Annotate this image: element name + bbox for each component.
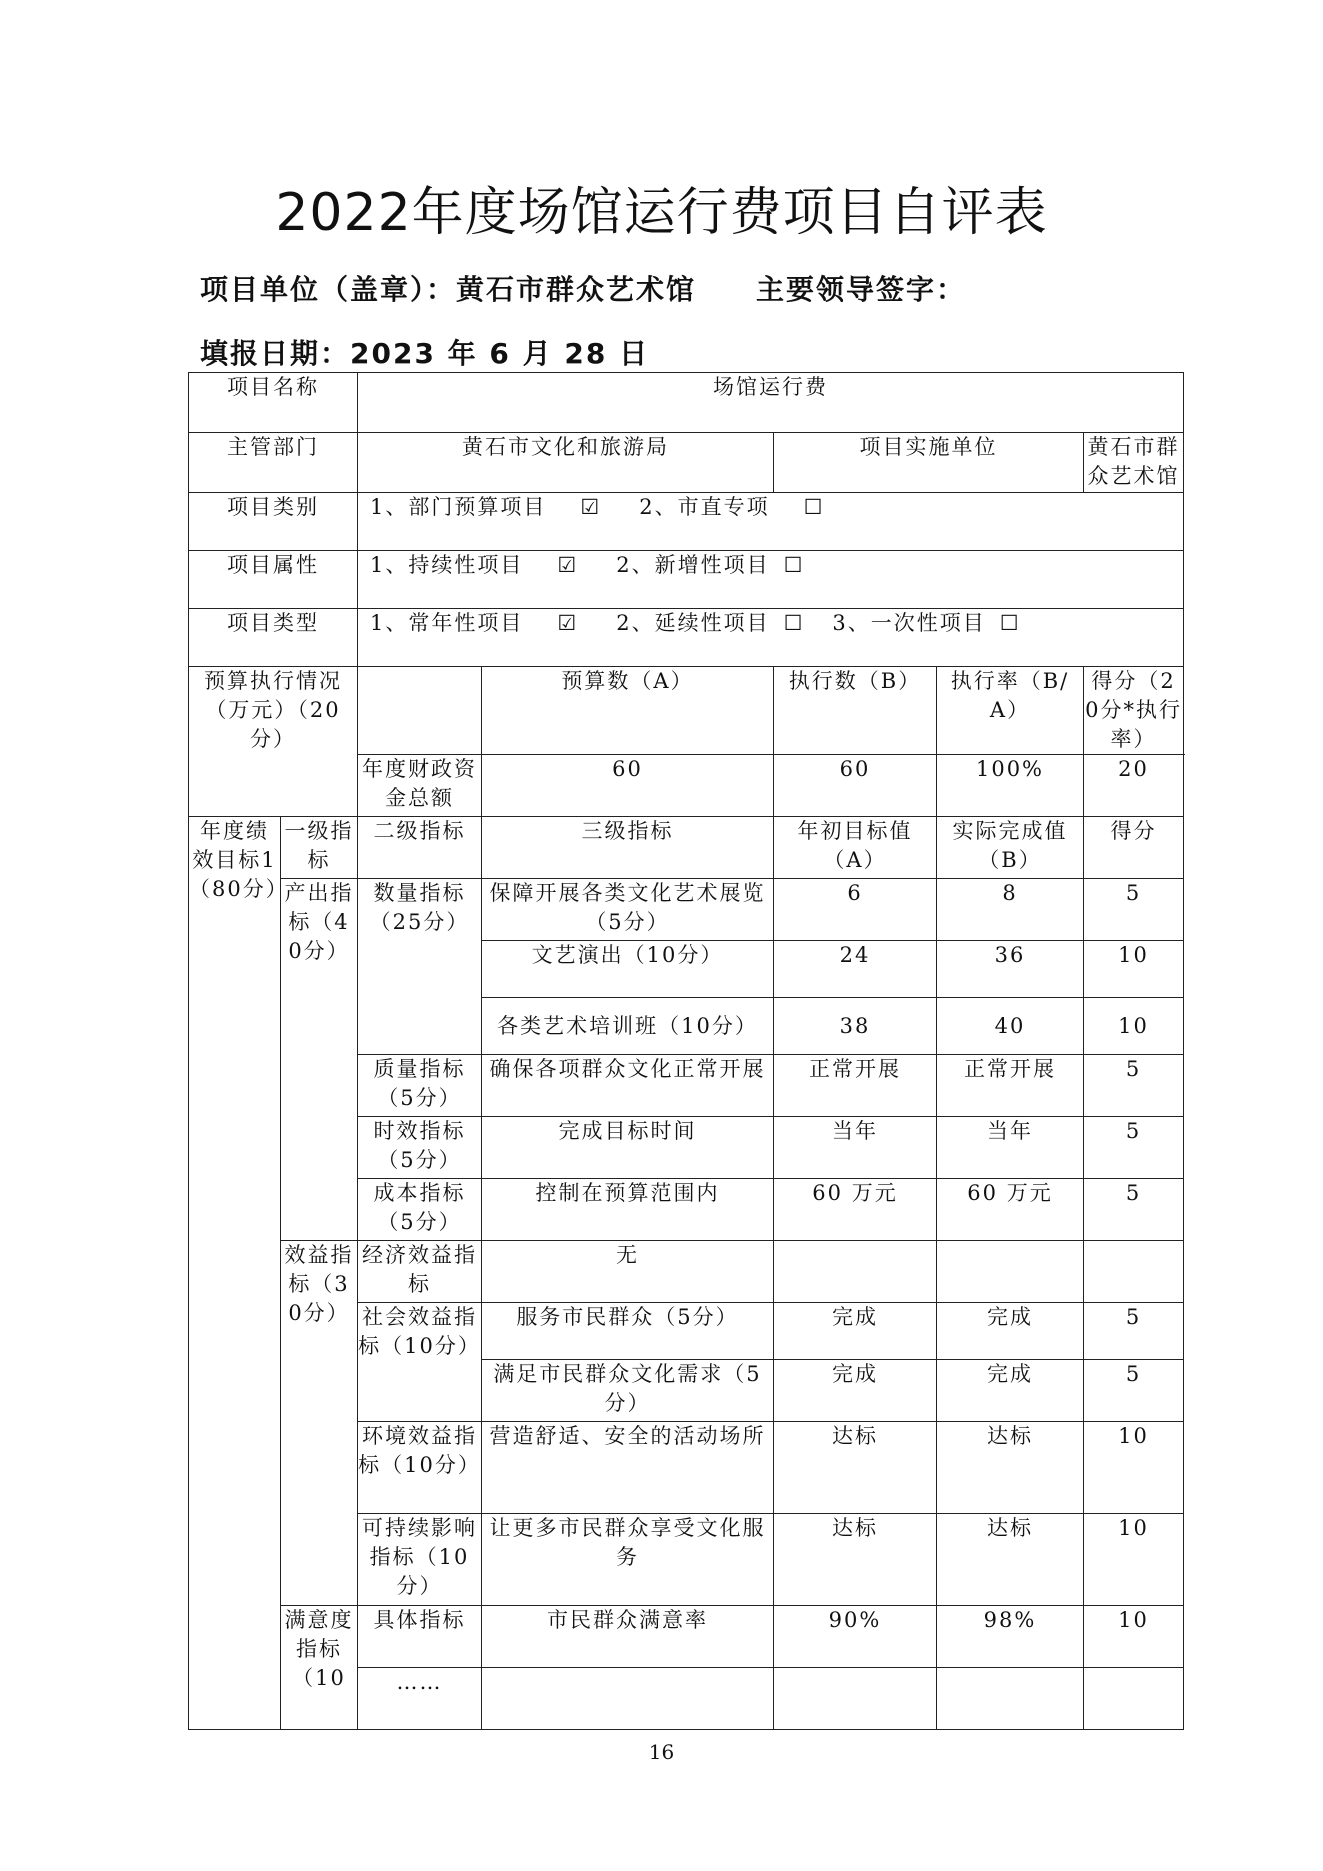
project-name-label: 项目名称 (189, 373, 358, 433)
actual-cell (937, 1668, 1084, 1730)
level2-cell: 社会效益指标（10分） (358, 1303, 482, 1422)
signature-label: 主要领导签字： (756, 273, 967, 306)
fin-b: 60 (774, 755, 937, 817)
col-target: 年初目标值（A） (774, 817, 937, 879)
level3-cell: 保障开展各类文化艺术展览（5分） (482, 879, 774, 941)
score-cell: 5 (1084, 1360, 1184, 1422)
category-option-1: 1、部门预算项目 (370, 495, 547, 519)
actual-cell: 36 (937, 941, 1084, 998)
target-cell: 38 (774, 998, 937, 1055)
category-options (358, 493, 1184, 551)
actual-cell: 当年 (937, 1117, 1084, 1179)
unchecked-checkbox-icon: ☐ (803, 495, 825, 519)
unchecked-checkbox-icon: ☐ (999, 611, 1021, 635)
budget-label: 预算执行情况（万元）（20分） (189, 667, 358, 817)
target-cell (774, 1668, 937, 1730)
empty-cell (358, 667, 482, 755)
type-option-1: 1、常年性项目 (370, 611, 524, 635)
type-option-2: 2、延续性项目 (616, 611, 770, 635)
benefit-label: 效益指标（30分） (281, 1241, 358, 1606)
level3-cell: 营造舒适、安全的活动场所 (482, 1422, 774, 1514)
checked-checkbox-icon: ☑ (557, 611, 579, 635)
page-title: 2022年度场馆运行费项目自评表 (275, 183, 1048, 243)
fill-date: 填报日期：2023 年 6 月 28 日 (200, 337, 650, 370)
table-row (189, 1606, 1184, 1668)
level3-cell: 确保各项群众文化正常开展 (482, 1055, 774, 1117)
goal-label: 年度绩效目标1（80分） (189, 817, 281, 1730)
type-option-3: 3、一次性项目 (832, 611, 986, 635)
col-actual: 实际完成值（B） (937, 817, 1084, 879)
score-cell: 5 (1084, 1303, 1184, 1360)
level3-cell: 控制在预算范围内 (482, 1179, 774, 1241)
table-row (189, 1241, 1184, 1303)
unchecked-checkbox-icon: ☐ (783, 611, 805, 635)
actual-cell: 达标 (937, 1514, 1084, 1606)
level2-cell: 可持续影响指标（10分） (358, 1514, 482, 1606)
attr-options (358, 551, 1184, 609)
table-row (189, 373, 1184, 433)
table-row (189, 667, 1184, 755)
budget-a-label: 预算数（A） (482, 667, 774, 755)
attr-label: 项目属性 (189, 551, 358, 609)
actual-cell: 正常开展 (937, 1055, 1084, 1117)
score-cell: 10 (1084, 941, 1184, 998)
score-cell: 5 (1084, 1117, 1184, 1179)
target-cell: 当年 (774, 1117, 937, 1179)
table-row (189, 817, 1184, 879)
score-cell: 10 (1084, 1422, 1184, 1514)
level3-cell: 无 (482, 1241, 774, 1303)
level2-cell: 质量指标（5分） (358, 1055, 482, 1117)
actual-cell: 完成 (937, 1360, 1084, 1422)
level2-cell: 数量指标（25分） (358, 879, 482, 1055)
actual-cell: 达标 (937, 1422, 1084, 1514)
dept-value: 黄石市文化和旅游局 (358, 433, 774, 493)
page-number: 16 (648, 1740, 675, 1764)
level3-cell: 文艺演出（10分） (482, 941, 774, 998)
level3-cell: 让更多市民群众享受文化服务 (482, 1514, 774, 1606)
project-unit-label: 项目单位（盖章）：黄石市群众艺术馆 (200, 273, 697, 306)
col-level3: 三级指标 (482, 817, 774, 879)
self-evaluation-table (188, 372, 1184, 1730)
level3-cell: 服务市民群众（5分） (482, 1303, 774, 1360)
target-cell: 完成 (774, 1303, 937, 1360)
impl-label: 项目实施单位 (774, 433, 1084, 493)
score-cell: 10 (1084, 1514, 1184, 1606)
col-level2: 二级指标 (358, 817, 482, 879)
attr-option-2: 2、新增性项目 (616, 553, 770, 577)
score-cell (1084, 1241, 1184, 1303)
score-cell: 5 (1084, 879, 1184, 941)
budget-score-label: 得分（20分*执行率） (1084, 667, 1184, 755)
budget-b-label: 执行数（B） (774, 667, 937, 755)
project-unit-line (200, 268, 966, 308)
fin-a: 60 (482, 755, 774, 817)
attr-option-1: 1、持续性项目 (370, 553, 524, 577)
category-label: 项目类别 (189, 493, 358, 551)
actual-cell: 完成 (937, 1303, 1084, 1360)
type-label: 项目类型 (189, 609, 358, 667)
target-cell: 正常开展 (774, 1055, 937, 1117)
score-cell: 10 (1084, 998, 1184, 1055)
actual-cell (937, 1241, 1084, 1303)
target-cell: 达标 (774, 1422, 937, 1514)
checked-checkbox-icon: ☑ (580, 495, 602, 519)
level2-cell: 具体指标 (358, 1606, 482, 1668)
target-cell: 24 (774, 941, 937, 998)
actual-cell: 98% (937, 1606, 1084, 1668)
target-cell: 6 (774, 879, 937, 941)
col-score: 得分 (1084, 817, 1184, 879)
score-cell (1084, 1668, 1184, 1730)
level2-cell: 经济效益指标 (358, 1241, 482, 1303)
type-options (358, 609, 1184, 667)
satisfaction-label: 满意度指标（10 (281, 1606, 358, 1730)
score-cell: 5 (1084, 1055, 1184, 1117)
dept-label: 主管部门 (189, 433, 358, 493)
unchecked-checkbox-icon: ☐ (783, 553, 805, 577)
target-cell: 完成 (774, 1360, 937, 1422)
fin-rate: 100% (937, 755, 1084, 817)
table-row (189, 433, 1184, 493)
score-cell: 10 (1084, 1606, 1184, 1668)
table-row (189, 609, 1184, 667)
level3-cell: 完成目标时间 (482, 1117, 774, 1179)
table-row (189, 879, 1184, 941)
category-option-2: 2、市直专项 (639, 495, 770, 519)
level3-cell: 市民群众满意率 (482, 1606, 774, 1668)
table-row (189, 493, 1184, 551)
target-cell (774, 1241, 937, 1303)
impl-value: 黄石市群众艺术馆 (1084, 433, 1184, 493)
checked-checkbox-icon: ☑ (557, 553, 579, 577)
target-cell: 达标 (774, 1514, 937, 1606)
project-name-value: 场馆运行费 (358, 373, 1184, 433)
target-cell: 90% (774, 1606, 937, 1668)
actual-cell: 40 (937, 998, 1084, 1055)
level2-cell: 成本指标（5分） (358, 1179, 482, 1241)
budget-rate-label: 执行率（B/A） (937, 667, 1084, 755)
actual-cell: 60 万元 (937, 1179, 1084, 1241)
fin-score: 20 (1084, 755, 1184, 817)
target-cell: 60 万元 (774, 1179, 937, 1241)
table-row (189, 551, 1184, 609)
level2-cell: 时效指标（5分） (358, 1117, 482, 1179)
actual-cell: 8 (937, 879, 1084, 941)
level2-cell: 环境效益指标（10分） (358, 1422, 482, 1514)
level2-cell: …… (358, 1668, 482, 1730)
output-label: 产出指标（40分） (281, 879, 358, 1241)
score-cell: 5 (1084, 1179, 1184, 1241)
col-level1: 一级指标 (281, 817, 358, 879)
level3-cell (482, 1668, 774, 1730)
fin-total-label: 年度财政资金总额 (358, 755, 482, 817)
level3-cell: 满足市民群众文化需求（5分） (482, 1360, 774, 1422)
level3-cell: 各类艺术培训班（10分） (482, 998, 774, 1055)
